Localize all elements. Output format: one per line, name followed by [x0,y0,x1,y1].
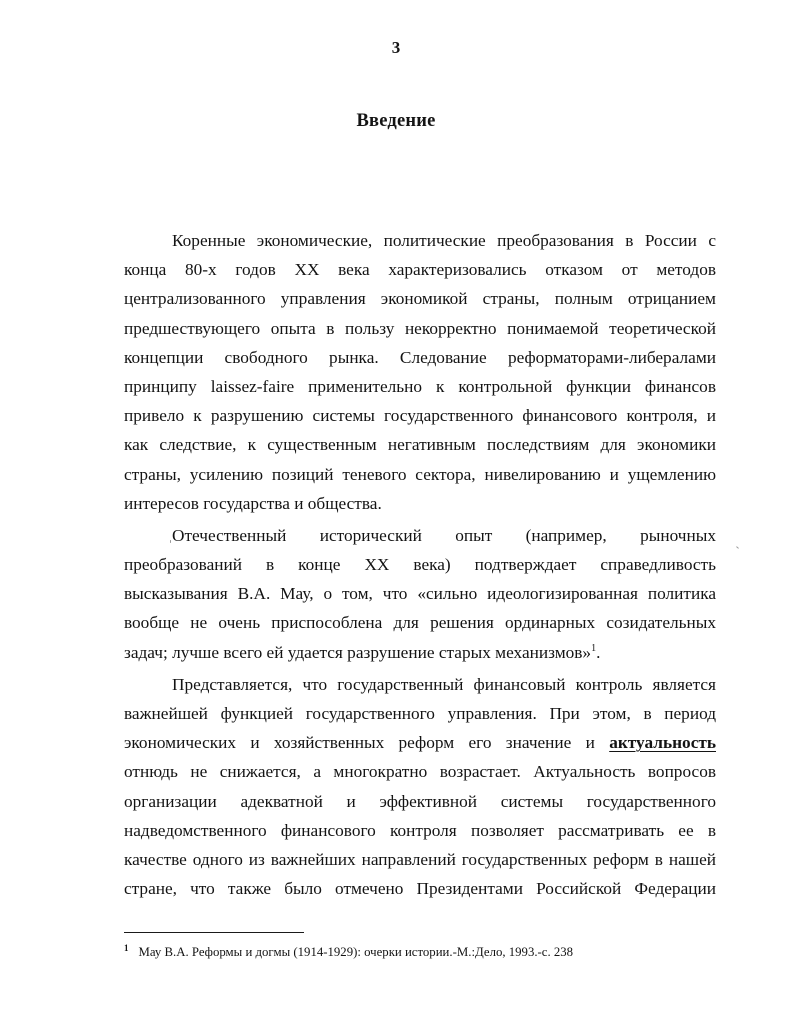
paragraph-2 [124,521,716,667]
text-line: надведомственного финансового контроля позволяет рассматривать ее в [124,820,716,840]
text-line: привело к разрушению системы государственного финансового контроля, и [124,406,716,426]
text-line: конца 80-х годов XX века характеризовались отказом от методов [124,260,716,280]
footnote [124,940,724,960]
quote-text: задач; лучше всего ей удается разрушение старых механизмов» [124,642,592,662]
page-number: 3 [391,38,401,57]
text-line: концепции свободного рынка. Следование реформаторами-либералами [124,347,716,367]
text-line: отнюдь не снижается, а многократно возрастает. Актуальность вопросов [124,762,716,782]
text-line: стране, что также было отмечено Президентами Российской Федерации [124,879,716,899]
emphasized-word: актуальность [609,733,716,753]
paragraph-1 [124,226,716,518]
footnote-mark: 1 [124,943,129,953]
paragraph-3 [124,670,716,904]
footnote-divider [124,932,304,933]
sentence-end: . [596,642,601,662]
footnote-text: Мау В.А. Реформы и догмы (1914-1929): очерки истории.-М.:Дело, 1993.-с. 238 [138,945,574,959]
text-line: как следствие, к существенным негативным последствиям для экономики [124,435,716,455]
text-line: Отечественный исторический опыт (например, рыночных [172,525,716,545]
text-line: централизованного управления экономикой страны, полным отрицанием [124,289,716,309]
text-line: интересов государства и общества. [124,493,382,513]
text-line [124,728,716,757]
body-text [124,226,716,903]
text-line: преобразований в конце XX века) подтверждает справедливость [124,555,716,575]
text-line: качестве одного из важнейших направлений государственных реформ в нашей [124,849,716,869]
text-line: важнейшей функцией государственного управления. При этом, в период [124,704,716,723]
scan-speck [170,540,171,543]
text-line: предшествующего опыта в пользу некорректно понимаемой теоретической [124,318,716,338]
text-line: Представляется, что государственный финансовый контроль является [172,674,716,694]
text-line [124,638,716,667]
text-line: высказывания В.А. Мау, о том, что «сильно идеологизированная политика [124,584,716,604]
page-title: Введение [356,111,436,131]
line-text: экономических и хозяйственных реформ его значение и [124,733,595,753]
scan-speck [736,546,739,549]
text-line: организации адекватной и эффективной системы государственного [124,791,716,811]
text-line: принципу laissez-faire применительно к контрольной функции финансов [124,376,716,396]
text-line: страны, усилению позиций теневого сектора, нивелированию и ущемлению [124,464,716,484]
text-line: Коренные экономические, политические преобразования в России с [172,231,716,250]
footnote-reference[interactable]: 1 [591,642,597,654]
text-line: вообще не очень приспособлена для решения ординарных созидательных [124,613,716,633]
